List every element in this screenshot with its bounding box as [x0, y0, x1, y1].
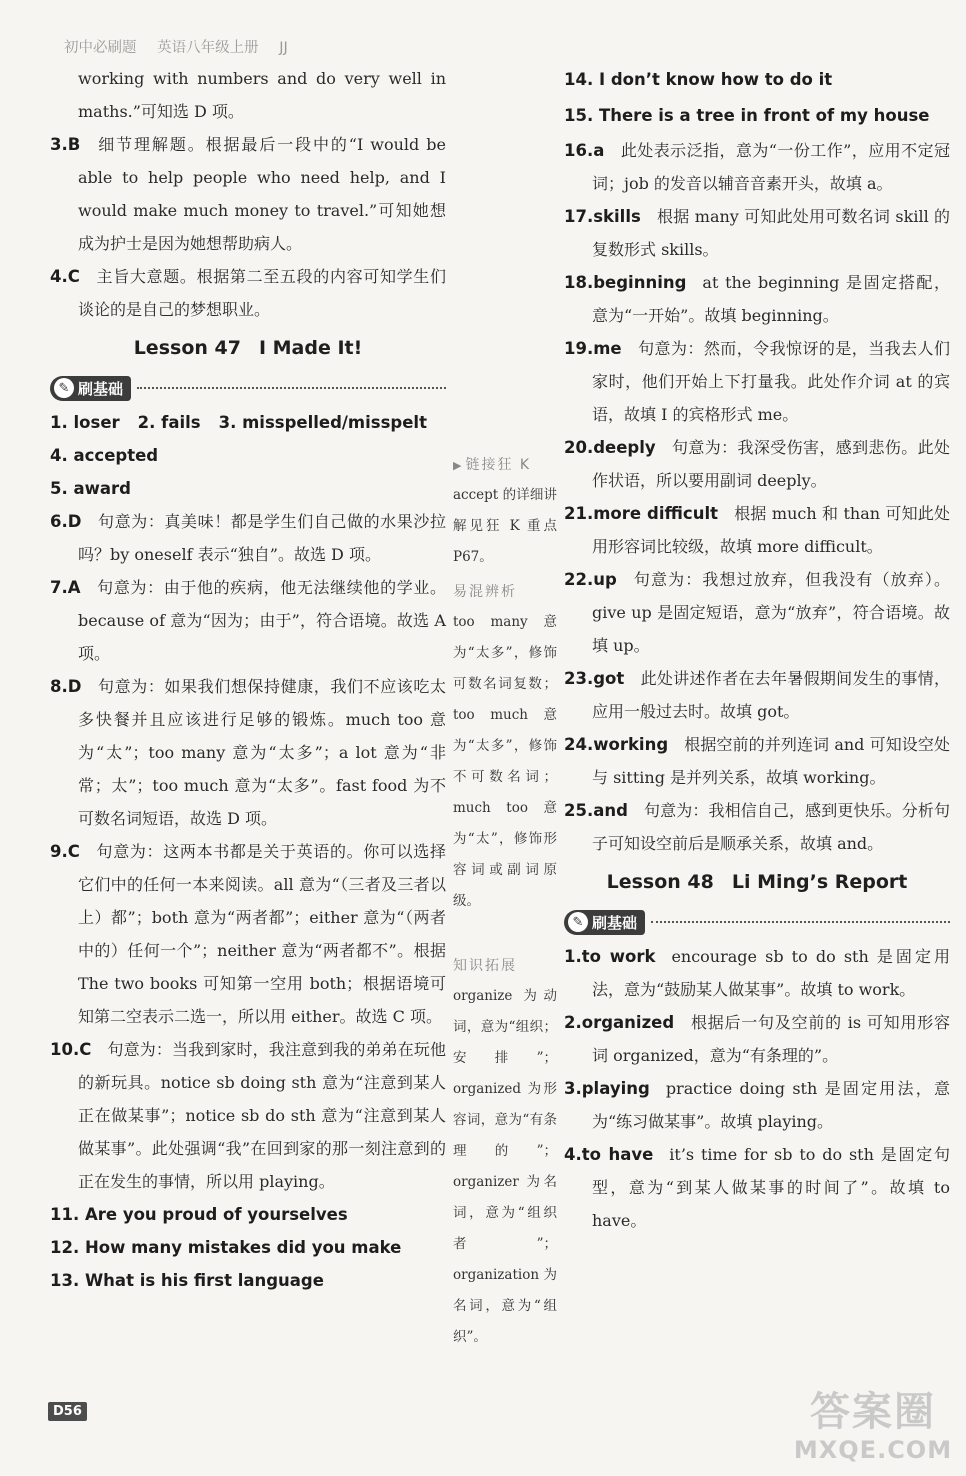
- dotted-divider: [137, 387, 446, 389]
- answer-number: 20.: [564, 438, 594, 457]
- section-header: [50, 372, 446, 404]
- answer-item: [564, 497, 950, 563]
- answer-key: award: [73, 479, 131, 498]
- watermark-url: MXQE.COM: [793, 1436, 953, 1464]
- answer-number: 1.: [50, 413, 68, 432]
- note-title: [453, 454, 557, 474]
- section-badge: [50, 376, 131, 401]
- answer-number: 1.: [564, 947, 582, 966]
- answer-item: [564, 794, 950, 860]
- answer-explanation: encourage sb to do sth 是固定用法，意为“鼓励某人做某事”。故填 to work。: [592, 947, 950, 999]
- book-title: 英语八年级上册: [157, 40, 259, 56]
- answer-explanation: at the beginning 是固定搭配，意为“一开始”。故填 beginning。: [592, 273, 950, 325]
- answer-number: 11.: [50, 1205, 80, 1224]
- answer-item: [564, 728, 950, 794]
- answer-number: 22.: [564, 570, 594, 589]
- arrow-icon: ▶: [453, 459, 464, 472]
- answer-line: [50, 439, 446, 472]
- answer-key: to have: [581, 1145, 654, 1164]
- note-text: accept 的详细讲解见狂 K 重点 P67。: [453, 487, 557, 565]
- answer-explanation: 句意为：这两本书都是关于英语的。你可以选择它们中的任何一本来阅读。all 意为“（三者及三者以上）都”；both 意为“两者都”；either 意为“（两者中的）任何一个”；neither 意为“两者都不”。根据 The two books 可知第一空用 both；根据语境可知第二空表示二选一，所以用 either。故选 C 项。: [78, 842, 446, 1026]
- lesson-label: Lesson 48: [606, 871, 714, 893]
- sidebar-notes: [453, 454, 557, 1361]
- answer-explanation: 句意为：我相信自己，感到更快乐。分析句子可知设空前后是顺承关系，故填 and。: [592, 801, 950, 853]
- lesson-title: I Made It!: [258, 337, 363, 359]
- series-title: 初中必刷题: [64, 40, 137, 56]
- answer-number: 14.: [564, 70, 594, 89]
- answer-number: 2.: [137, 413, 156, 432]
- answer-item: [564, 332, 950, 431]
- answer-item: [564, 200, 950, 266]
- answer-line: [50, 1264, 446, 1297]
- answer-key: C: [67, 267, 80, 286]
- running-head: [64, 36, 304, 57]
- answer-line: [564, 98, 950, 134]
- answer-key: beginning: [593, 273, 687, 292]
- section-label: 刷基础: [78, 379, 124, 398]
- answer-explanation: 此处讲述作者在去年暑假期间发生的事情，应用一般过去时。故填 got。: [592, 669, 950, 721]
- answer-item: [564, 1006, 950, 1072]
- answer-explanation: it’s time for sb to do sth 是固定句型，意为“到某人做某事的时间了”。故填 to have。: [592, 1145, 950, 1230]
- answer-key: Are you proud of yourselves: [84, 1205, 348, 1224]
- answer-item: [50, 571, 446, 670]
- answer-number: 21.: [564, 504, 594, 523]
- answer-key: to work: [581, 947, 656, 966]
- answer-line: [50, 1231, 446, 1264]
- answer-line: [50, 406, 446, 439]
- answer-key: deeply: [593, 438, 656, 457]
- right-column: [564, 62, 950, 1237]
- dotted-divider: [651, 921, 950, 923]
- answer-key: and: [593, 801, 628, 820]
- answer-key: What is his first language: [84, 1271, 324, 1290]
- answer-item: [564, 1138, 950, 1237]
- answer-number: 3.: [218, 413, 237, 432]
- answer-key: accepted: [73, 446, 159, 465]
- watermark-logo: [788, 1388, 958, 1468]
- answer-number: 24.: [564, 735, 594, 754]
- answer-item: [564, 266, 950, 332]
- answer-number: 10.: [50, 1040, 80, 1059]
- lesson-label: Lesson 47: [133, 337, 241, 359]
- left-column: [50, 62, 446, 1297]
- answer-key: B: [67, 135, 81, 154]
- answer-number: 18.: [564, 273, 594, 292]
- answer-key: organized: [581, 1013, 675, 1032]
- answer-number: 3.: [50, 135, 68, 154]
- answer-item: [564, 662, 950, 728]
- answer-number: 5.: [50, 479, 68, 498]
- answer-key: fails: [161, 413, 201, 432]
- answer-item: [50, 128, 446, 260]
- answer-number: 15.: [564, 106, 594, 125]
- section-header: [564, 906, 950, 938]
- brush-icon: ✎: [54, 378, 74, 398]
- lesson-48-heading: [564, 862, 950, 902]
- answer-key: skills: [593, 207, 641, 226]
- section-badge: [564, 910, 645, 935]
- answer-item: [50, 1033, 446, 1198]
- answer-item: [50, 505, 446, 571]
- answer-item: [564, 134, 950, 200]
- carryover-fragment: working with numbers and do very well in maths.”可知选 D 项。: [78, 69, 446, 121]
- answer-explanation: 根据 many 可知此处用可数名词 skill 的复数形式 skills。: [592, 207, 950, 259]
- answer-explanation: 根据空前的并列连词 and 可知设空处与 sitting 是并列关系，故填 working。: [592, 735, 950, 787]
- answer-line: [50, 1198, 446, 1231]
- answer-key: up: [593, 570, 617, 589]
- answer-explanation: 句意为：当我到家时，我注意到我的弟弟在玩他的新玩具。notice sb doing sth 意为“注意到某人正在做某事”；notice sb do sth 意为“注意到某人做某事”。此处强调“我”在回到家的那一刻注意到的正在发生的事情，所以用 playing。: [78, 1040, 446, 1191]
- answer-explanation: 句意为：如果我们想保持健康，我们不应该吃太多快餐并且应该进行足够的锻炼。much too 意为“太”；too many 意为“太多”；a lot 意为“非常；太”；too much 意为“太多”。fast food 为不可数名词短语，故选 D 项。: [78, 677, 446, 828]
- answer-explanation: 句意为：真美味！都是学生们自己做的水果沙拉吗？by oneself 表示“独自”。故选 D 项。: [78, 512, 446, 564]
- answer-key: I don’t know how to do it: [598, 70, 833, 89]
- answer-explanation: 主旨大意题。根据第二至五段的内容可知学生们谈论的是自己的梦想职业。: [78, 267, 446, 319]
- answer-key: misspelled/misspelt: [242, 413, 427, 432]
- answer-key: playing: [581, 1079, 650, 1098]
- answer-key: D: [67, 677, 82, 696]
- answer-number: 23.: [564, 669, 594, 688]
- answer-number: 19.: [564, 339, 594, 358]
- answer-key: There is a tree in front of my house: [598, 106, 930, 125]
- answer-number: 9.: [50, 842, 68, 861]
- answer-key: a: [593, 141, 605, 160]
- page-number: D56: [48, 1402, 87, 1421]
- answer-line: [564, 62, 950, 98]
- answer-explanation: 句意为：我想过放弃，但我没有（放弃）。give up 是固定短语，意为“放弃”，符合语境。故填 up。: [592, 570, 950, 655]
- note-text: too many 意为“太多”，修饰可数名词复数；too much 意为“太多”，修饰不可数名词；much too 意为“太”，修饰形容词或副词原级。: [453, 614, 557, 909]
- answer-explanation: practice doing sth 是固定用法，意为“练习做某事”。故填 playing。: [592, 1079, 950, 1131]
- answer-key: D: [67, 512, 82, 531]
- answer-key: more difficult: [593, 504, 718, 523]
- answer-key: working: [593, 735, 669, 754]
- answer-number: 16.: [564, 141, 594, 160]
- note-text: organize 为动词，意为“组织；安排”；organized 为形容词，意为“有条理的”；organizer 为名词，意为“组织者”；organization 为名词，意为“组织”。: [453, 988, 557, 1345]
- answer-item: [564, 1072, 950, 1138]
- lesson-47-heading: [50, 328, 446, 368]
- answer-number: 17.: [564, 207, 594, 226]
- answer-key: loser: [73, 413, 120, 432]
- answer-explanation: 根据 much 和 than 可知此处用形容词比较级，故填 more difficult。: [592, 504, 950, 556]
- answer-number: 7.: [50, 578, 68, 597]
- answer-item: [564, 431, 950, 497]
- answer-item: [564, 563, 950, 662]
- answer-key: A: [67, 578, 81, 597]
- brush-icon: ✎: [568, 912, 588, 932]
- answer-explanation: 细节理解题。根据最后一段中的“I would be able to help people who need help, and I would make much money to travel.”可知她想成为护士是因为她想帮助病人。: [78, 135, 446, 253]
- answer-number: 6.: [50, 512, 68, 531]
- answer-item: [50, 670, 446, 835]
- answer-line: [50, 472, 446, 505]
- answer-number: 4.: [50, 267, 68, 286]
- note-title: 易混辨析: [453, 584, 517, 600]
- answer-number: 4.: [50, 446, 68, 465]
- answer-item: [50, 260, 446, 326]
- answer-item: [564, 940, 950, 1006]
- note-title: 知识拓展: [453, 958, 517, 974]
- section-label: 刷基础: [592, 913, 638, 932]
- answer-key: C: [79, 1040, 92, 1059]
- answer-key: How many mistakes did you make: [84, 1238, 402, 1257]
- answer-explanation: 句意为：然而，令我惊讶的是，当我去人们家时，他们开始上下打量我。此处作介词 at 的宾语，故填 I 的宾格形式 me。: [592, 339, 950, 424]
- answer-number: 13.: [50, 1271, 80, 1290]
- answer-key: me: [593, 339, 622, 358]
- watermark-text: 答案圈: [810, 1389, 936, 1435]
- answer-number: 8.: [50, 677, 68, 696]
- answer-number: 2.: [564, 1013, 582, 1032]
- answer-number: 25.: [564, 801, 594, 820]
- note-title-text: 链接狂 K: [465, 457, 532, 473]
- lesson-title: Li Ming’s Report: [731, 871, 908, 893]
- answer-explanation: 句意为：由于他的疾病，他无法继续他的学业。because of 意为“因为；由于”，符合语境。故选 A 项。: [78, 578, 446, 663]
- answer-number: 3.: [564, 1079, 582, 1098]
- answer-explanation: 根据后一句及空前的 is 可知用形容词 organized，意为“有条理的”。: [592, 1013, 950, 1065]
- answer-key: C: [67, 842, 80, 861]
- answer-number: 4.: [564, 1145, 582, 1164]
- edition-tag: JJ: [279, 40, 288, 56]
- answer-explanation: 此处表示泛指，意为“一份工作”，应用不定冠词；job 的发音以辅音音素开头，故填 a。: [592, 141, 950, 193]
- answer-item: [50, 835, 446, 1033]
- answer-explanation: 句意为：我深受伤害，感到悲伤。此处作状语，所以要用副词 deeply。: [592, 438, 950, 490]
- answer-number: 12.: [50, 1238, 80, 1257]
- answer-key: got: [593, 669, 625, 688]
